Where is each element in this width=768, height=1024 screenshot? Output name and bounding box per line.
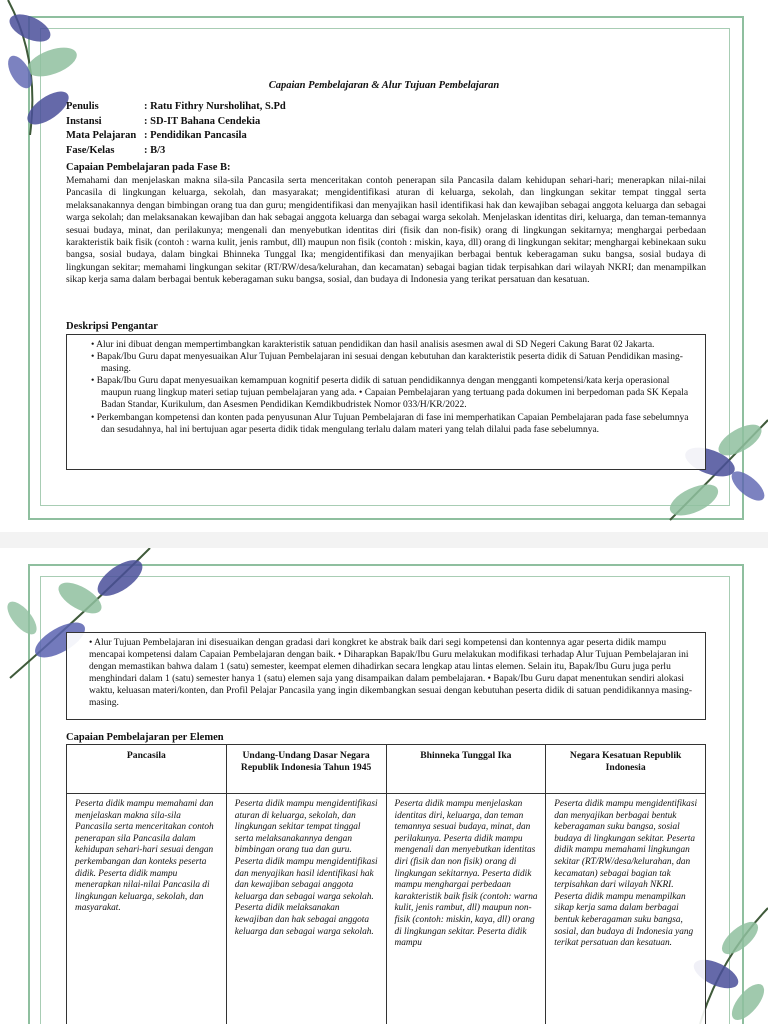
meta-label: Fase/Kelas [66,144,115,156]
column-header: Bhinneka Tunggal Ika [386,745,546,794]
meta-label: Mata Pelajaran [66,130,137,141]
table-header-row [67,745,706,794]
deskripsi-item: • Perkembangan kompetensi dan konten pada penyusunan Alur Tujuan Pembelajaran di fase ini memperhatikan Capaian Pembelajaran pada fase sebelumnya dan sesudahnya, hal ini bertujuan agar peserta didik tidak mengulang terlalu dalam materi yang telah dilalui pada fase sebelumnya. [91,412,689,435]
deskripsi-box [66,334,706,470]
document-page-2 [0,548,768,1024]
intro-text: • Alur Tujuan Pembelajaran ini disesuaikan dengan gradasi dari kongkret ke abstrak baik dari segi kompetensi dan kontennya agar peserta didik mampu mencapai kompetensi dalam Capaian Pembelajaran dengan baik. • Diharapkan Bapak/Ibu Guru melakukan modifikasi terhadap Alur Tujuan Pembelajaran ini dengan memastikan bahwa dalam 1 (satu) semester, keempat elemen dihadirkan secara lengkap atau lintas elemen. Selain itu, Bapak/Ibu Guru juga perlu menghindari dalam 1 (satu) semester hanya 1 (satu) elemen saja yang disampaikan dalam pembelajaran. • Bapak/Ibu Guru dapat menentukan sendiri alokasi waktu, keluasan materi/konten, dan Profil Pelajar Pancasila yang ingin dikembangkan sesuai dengan kebutuhan peserta didik di satuan pendidikannya masing-masing. [89,638,693,709]
meta-row-penulis [66,100,286,115]
table-cell: Peserta didik mampu memahami dan menjelaskan makna sila-sila Pancasila serta menceritakan contoh penerapan sila Pancasila dalam kehidupan sehari-hari sesuai dengan perkembangan dan konteks peserta didik. Peserta didik mampu menerapkan nilai-nilai Pancasila di lingkungan keluarga, sekolah, dan masyarakat. [67,794,227,1024]
meta-value: : Pendidikan Pancasila [144,130,247,141]
deskripsi-item: • Alur ini dibuat dengan mempertimbangkan karakteristik satuan pendidikan dan hasil analisis asesmen awal di SD Negeri Cakung Barat 02 Jakarta. [91,340,655,350]
page-title: Capaian Pembelajaran & Alur Tujuan Pembelajaran [268,80,500,91]
table-cell: Peserta didik mampu mengidentifikasi aturan di keluarga, sekolah, dan lingkungan sekitar tempat tinggal serta melaksanakannya dengan bimbingan orang tua dan guru. Peserta didik mampu mengidentifikasi dan menyajikan hasil identifikasi hak dan kewajiban sebagai anggota keluarga dan sebagai warga sekolah. Peserta didik melaksanakan kewajiban dan hak sebagai anggota keluarga dan sebagai warga sekolah. [226,794,386,1024]
column-header: Negara Kesatuan Republik Indonesia [546,745,706,794]
meta-row-fase-kelas [66,144,286,159]
intro-box [66,632,706,720]
deskripsi-item: • Bapak/Ibu Guru dapat menyesuaikan kemampuan kognitif peserta didik di satuan pendidikannya dengan mengganti kompetensi/kata kerja operasional maupun ruang lingkup materi setiap tujuan pembelajaran yang ada. • Capaian Pembelajaran yang tertuang pada dokumen ini berpedoman pada SK Kepala Badan Standar, Kurikulum, dan Asesmen Pendidikan Kemdikbudristek Nomor 033/H/KR/2022. [91,376,689,411]
column-header: Undang-Undang Dasar Negara Republik Indonesia Tahun 1945 [226,745,386,794]
deskripsi-heading: Deskripsi Pengantar [66,321,158,332]
table-heading: Capaian Pembelajaran per Elemen [66,732,224,743]
meta-row-mata-pelajaran [66,129,286,144]
meta-label: Instansi [66,115,102,127]
meta-value: : SD-IT Bahana Cendekia [144,115,261,127]
cp-heading: Capaian Pembelajaran pada Fase B: [66,162,231,173]
table-row [67,794,706,1024]
meta-row-instansi [66,115,286,130]
table-cell: Peserta didik mampu mengidentifikasi dan menyajikan berbagai bentuk keberagaman suku bangsa, sosial budaya di lingkungan sekitar. Peserta didik mampu memahami lingkungan sekitar (RT/RW/desa/kelurahan, dan kecamatan) sebagai bagian tak terpisahkan dari wilayah NKRI. Peserta didik mampu menampilkan sikap kerja sama dalam berbagai bentuk keberagaman suku bangsa, sosial, dan budaya di Indonesia yang terikat persatuan dan kesatuan. [546,794,706,1024]
cp-paragraph: Memahami dan menjelaskan makna sila-sila Pancasila serta menceritakan contoh penerapan sila Pancasila dalam kehidupan sehari-hari; menerapkan nilai-nilai Pancasila di lingkungan keluarga, sekolah, dan masyarakat; mengidentifikasi aturan di keluarga, sekolah, dan lingkungan sekitar tempat tinggal serta melaksanakannya dengan bimbingan orang tua dan guru; mengidentifikasi dan menyajikan hasil identifikasi hak dan kewajiban sebagai anggota keluarga dan sebagai warga sekolah; dan melaksanakan kewajiban dan hak sebagai anggota keluarga dan sebagai warga sekolah. Menjelaskan identitas diri, keluarga, dan teman-temannya sesuai budaya, minat, dan perilakunya; mengenali dan menyebutkan identitas diri (fisik dan non-fisik) orang di lingkungan sekitarnya; menghargai perbedaan karakteristik baik fisik (contoh : warna kulit, jenis rambut, dll) maupun non fisik (contoh : miskin, kaya, dll) orang di lingkungan sekitar; menghargai kebinekaan suku bangsa, sosial budaya, dalam bingkai Bhinneka Tunggal Ika; mengidentifikasi dan menyajikan berbagai bentuk keberagaman suku bangsa, sosial budaya di lingkungan sekitar; memahami lingkungan sekitar (RT/RW/desa/kelurahan, dan kecamatan) sebagai bagian tidak terpisahkan dari wilayah NKRI; dan menampilkan sikap kerja sama dalam berbagai bentuk keberagaman suku bangsa, sosial, dan budaya di Indonesia yang terikat persatuan dan kesatuan. [66,175,706,286]
meta-value: : Ratu Fithry Nursholihat, S.Pd [144,101,286,112]
table-cell: Peserta didik mampu menjelaskan identitas diri, keluarga, dan teman temannya sesuai budaya, minat, dan perilakunya. Peserta didik mampu mengenali dan menyebutkan identitas diri (fisik dan non fisik) orang di lingkungan sekitarnya. Peserta didik mampu menghargai perbedaan karakteristik baik fisik (contoh: warna kulit, jenis rambut, dll) maupun non-fisik (contoh: miskin, kaya, dll) orang di lingkungan sekitar. Peserta didik mampu [386,794,546,1024]
meta-label: Penulis [66,101,99,112]
deskripsi-item: • Bapak/Ibu Guru dapat menyesuaikan Alur Tujuan Pembelajaran ini sesuai dengan kebutuhan dan karakteristik peserta didik di Satuan Pendidikan masing-masing. [91,352,683,375]
capaian-elemen-table [66,744,706,1024]
document-meta [66,100,286,158]
meta-value: : B/3 [144,144,166,156]
column-header: Pancasila [67,745,227,794]
